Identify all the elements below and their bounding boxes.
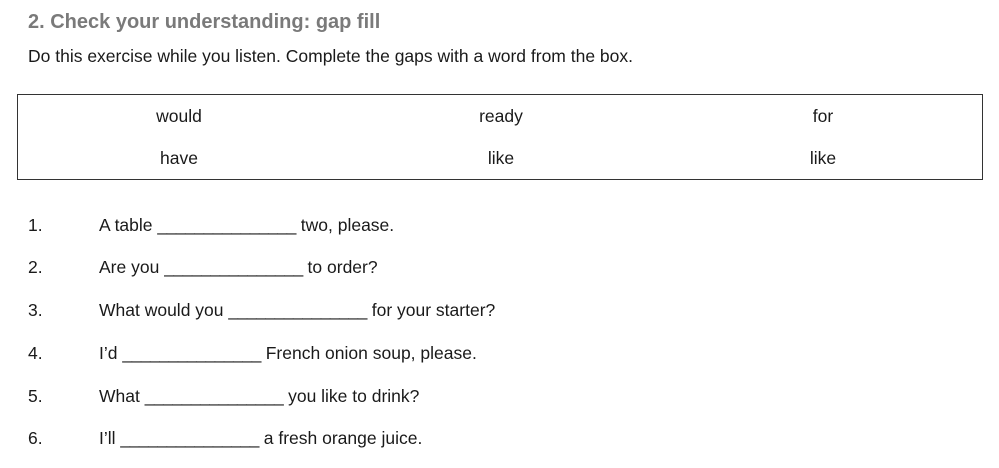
gap-blank[interactable]: _______________ [228,300,367,320]
item-sentence [99,215,394,236]
sentence-after-gap: for your starter? [366,300,496,320]
gap-blank[interactable]: _______________ [120,428,259,448]
sentence-after-gap: French onion soup, please. [260,343,477,363]
item-number: 1. [28,215,43,235]
item-sentence [99,386,419,407]
item-number: 4. [28,343,43,363]
sentence-after-gap: to order? [302,257,378,277]
sentence-before-gap: What [99,386,145,406]
gap-blank[interactable]: _______________ [144,386,284,406]
word-box-word: have [160,148,198,168]
gap-blank[interactable]: _______________ [164,257,303,277]
sentence-before-gap: I’d [99,343,123,363]
item-number: 3. [28,300,43,320]
word-box [17,94,983,180]
sentence-after-gap: two, please. [295,215,395,235]
item-sentence [99,428,422,449]
word-box-word: like [487,148,515,168]
word-box-word: for [812,106,834,126]
sentence-after-gap: you like to drink? [283,386,420,406]
gap-blank[interactable]: _______________ [157,215,296,235]
word-box-word: like [809,148,837,168]
sentence-before-gap: I’ll [99,428,121,448]
word-box-word: ready [479,106,523,126]
gap-blank[interactable]: _______________ [122,343,261,363]
item-sentence [99,343,477,364]
word-box-word: would [156,106,202,126]
item-number: 2. [28,257,43,277]
sentence-before-gap: What would you [99,300,229,320]
item-number: 5. [28,386,43,406]
sentence-before-gap: A table [99,215,158,235]
exercise-title: 2. Check your understanding: gap fill [28,11,381,33]
sentence-after-gap: a fresh orange juice. [258,428,423,448]
item-sentence [99,300,495,321]
exercise-instructions: Do this exercise while you listen. Complete the gaps with a word from the box. [28,46,634,66]
item-sentence [99,257,378,278]
item-number: 6. [28,428,43,448]
sentence-before-gap: Are you [99,257,165,277]
